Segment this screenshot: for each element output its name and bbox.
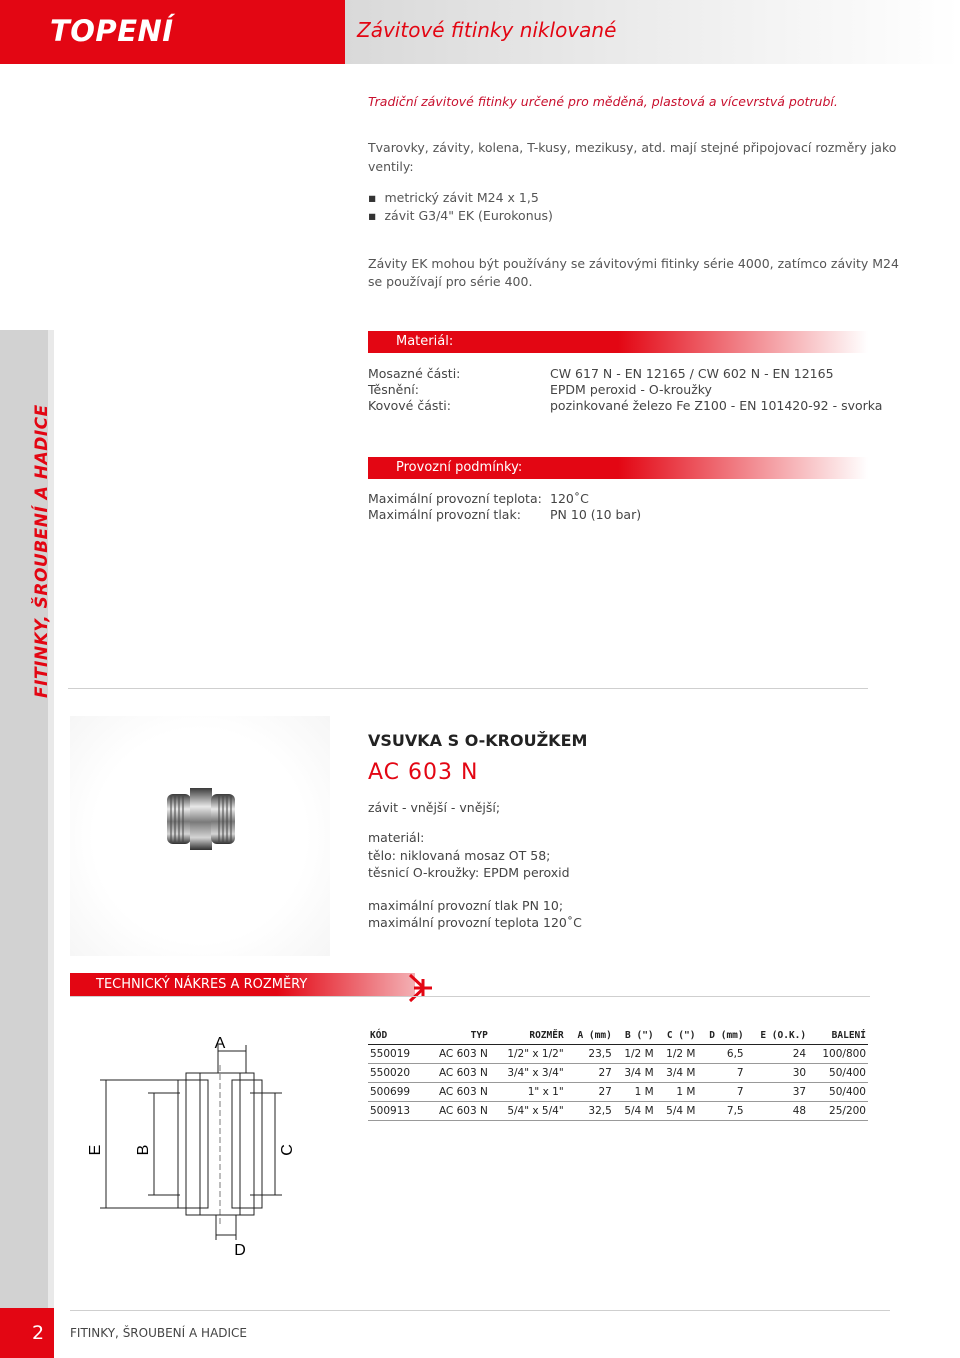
table-cell: 25/200: [808, 1102, 868, 1121]
table-cell: 5/4 M: [614, 1102, 656, 1121]
dim-c-label: C: [279, 1144, 296, 1156]
table-cell: 50/400: [808, 1083, 868, 1102]
table-cell: 3/4" x 3/4": [490, 1064, 566, 1083]
intro-para2-line1: Závity EK mohou být používány se závitovými fitinky série 4000, zatímco závity M24: [368, 256, 899, 271]
dim-d-label: D: [234, 1242, 246, 1255]
product-max-pressure: maximální provozní tlak PN 10;: [368, 898, 564, 913]
table-row: [368, 1064, 868, 1083]
dim-a-label: A: [214, 1035, 226, 1052]
table-cell: 23,5: [566, 1045, 614, 1064]
page-number: 2: [32, 1322, 45, 1344]
table-cell: 1" x 1": [490, 1083, 566, 1102]
material-value: EPDM peroxid - O-kroužky: [550, 382, 712, 397]
table-header-cell: D (mm): [697, 1028, 745, 1045]
intro-bullet: ▪ závit G3/4" EK (Eurokonus): [368, 208, 553, 223]
table-cell: 500699: [368, 1083, 423, 1102]
table-cell: 5/4" x 5/4": [490, 1102, 566, 1121]
page-title: Závitové fitinky niklované: [357, 18, 617, 42]
table-cell: 6,5: [697, 1045, 745, 1064]
table-row: [368, 1102, 868, 1121]
table-cell: AC 603 N: [423, 1083, 489, 1102]
table-header-cell: C ("): [656, 1028, 698, 1045]
conditions-heading-bar: [368, 457, 868, 479]
table-cell: 5/4 M: [656, 1102, 698, 1121]
table-cell: 7,5: [697, 1102, 745, 1121]
table-header-row: [368, 1028, 868, 1045]
table-cell: 24: [746, 1045, 809, 1064]
tech-divider: [70, 996, 870, 997]
table-cell: 1/2" x 1/2": [490, 1045, 566, 1064]
product-max-temp: maximální provozní teplota 120˚C: [368, 915, 582, 930]
table-cell: 50/400: [808, 1064, 868, 1083]
table-cell: 3/4 M: [656, 1064, 698, 1083]
condition-value: 120˚C: [550, 491, 589, 506]
condition-value: PN 10 (10 bar): [550, 507, 642, 522]
intro-lead: Tradiční závitové fitinky určené pro měděná, plastová a vícevrstvá potrubí.: [368, 94, 838, 109]
table-cell: 7: [697, 1064, 745, 1083]
table-header-cell: B ("): [614, 1028, 656, 1045]
table-cell: 37: [746, 1083, 809, 1102]
page-number-box: [0, 1308, 54, 1358]
table-cell: 27: [566, 1083, 614, 1102]
material-label: Mosazné části:: [368, 366, 461, 381]
product-material-label: materiál:: [368, 830, 425, 845]
table-cell: 3/4 M: [614, 1064, 656, 1083]
table-cell: 100/800: [808, 1045, 868, 1064]
table-cell: 550019: [368, 1045, 423, 1064]
condition-label: Maximální provozní tlak:: [368, 507, 521, 522]
footer-divider: [70, 1310, 890, 1311]
material-label: Kovové části:: [368, 398, 451, 413]
section-divider: [68, 688, 868, 689]
table-cell: AC 603 N: [423, 1045, 489, 1064]
product-title: VSUVKA S O-KROUŽKEM: [368, 731, 588, 750]
table-header-cell: ROZMĚR: [490, 1028, 566, 1045]
condition-label: Maximální provozní teplota:: [368, 491, 542, 506]
product-code: AC 603 N: [368, 760, 479, 785]
material-heading: Materiál:: [396, 334, 454, 349]
table-cell: 27: [566, 1064, 614, 1083]
table-header-cell: TYP: [423, 1028, 489, 1045]
header-section-title: TOPENÍ: [50, 14, 174, 48]
tech-heading: TECHNICKÝ NÁKRES A ROZMĚRY: [96, 977, 308, 992]
dimensions-table: [368, 1028, 868, 1121]
product-photo: [70, 716, 330, 956]
intro-para1-line1: Tvarovky, závity, kolena, T-kusy, mezikusy, atd. mají stejné připojovací rozměry jako: [368, 140, 897, 155]
header-title-bar: [345, 0, 960, 64]
fitting-photo-icon: [70, 716, 330, 956]
intro-bullet: ▪ metrický závit M24 x 1,5: [368, 190, 539, 205]
table-header-cell: BALENÍ: [808, 1028, 868, 1045]
conditions-heading: Provozní podmínky:: [396, 460, 523, 475]
table-header-cell: A (mm): [566, 1028, 614, 1045]
footer-text: FITINKY, ŠROUBENÍ A HADICE: [70, 1326, 248, 1340]
table-cell: 32,5: [566, 1102, 614, 1121]
table-cell: 500913: [368, 1102, 423, 1121]
tech-heading-bar: [70, 973, 415, 997]
material-value: CW 617 N - EN 12165 / CW 602 N - EN 12165: [550, 366, 834, 381]
table-cell: 1 M: [614, 1083, 656, 1102]
material-value: pozinkované železo Fe Z100 - EN 101420-92 - svorka: [550, 398, 883, 413]
table-header-cell: KÓD: [368, 1028, 423, 1045]
table-cell: 1/2 M: [656, 1045, 698, 1064]
product-material-body: tělo: niklovaná mosaz OT 58;: [368, 848, 551, 863]
intro-para1-line2: ventily:: [368, 159, 414, 174]
product-thread: závit - vnější - vnější;: [368, 800, 501, 815]
table-row: [368, 1045, 868, 1064]
plus-arrow-icon: [406, 973, 436, 1003]
dim-b-label: B: [135, 1144, 152, 1156]
product-material-seal: těsnicí O-kroužky: EPDM peroxid: [368, 865, 570, 880]
intro-para2-line2: se používají pro série 400.: [368, 274, 533, 289]
side-vertical-title-text: FITINKY, ŠROUBENÍ A HADICE: [32, 404, 52, 698]
table-cell: AC 603 N: [423, 1102, 489, 1121]
table-cell: 48: [746, 1102, 809, 1121]
table-header-cell: E (O.K.): [746, 1028, 809, 1045]
material-label: Těsnění:: [368, 382, 419, 397]
technical-drawing: [70, 1015, 350, 1255]
table-cell: 1 M: [656, 1083, 698, 1102]
table-cell: 30: [746, 1064, 809, 1083]
material-heading-bar: [368, 331, 868, 353]
table-cell: 1/2 M: [614, 1045, 656, 1064]
table-cell: 550020: [368, 1064, 423, 1083]
header-section-tab: [0, 0, 345, 64]
table-cell: 7: [697, 1083, 745, 1102]
dim-e-label: E: [87, 1144, 104, 1156]
table-cell: AC 603 N: [423, 1064, 489, 1083]
table-row: [368, 1083, 868, 1102]
